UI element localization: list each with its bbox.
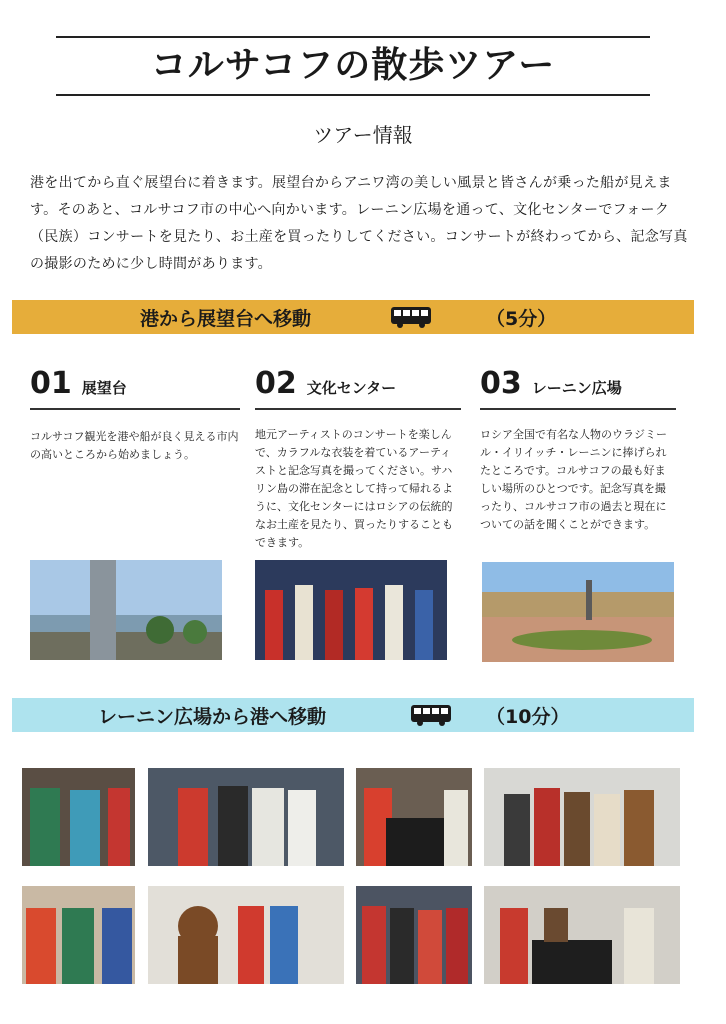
stop-name: 展望台 <box>81 379 127 397</box>
band-label: レーニン広場から港へ移動 <box>98 705 327 728</box>
title-top-rule <box>56 36 650 38</box>
lenin-square-photo <box>482 562 674 662</box>
gallery-photo <box>356 768 472 866</box>
intro-paragraph: 港を出てから直ぐ展望台に着きます。展望台からアニワ湾の美しい風景と皆さんが乗った船が見えます。そのあと、コルサコフ市の中心へ向かいます。レーニン広場を通って、文化センターでフォーク（民族）コンサートを見たり、お土産を買ったりしてください。コンサートが終わってから、記念写真の撮影のために少し時間があります。 <box>30 175 688 272</box>
gallery-photo <box>148 886 344 984</box>
stop-divider <box>30 408 240 410</box>
concert-photo <box>255 560 447 660</box>
transfer-band-square-to-port <box>12 698 694 732</box>
stop-number: 02 <box>255 366 297 401</box>
stop-divider <box>480 408 676 410</box>
gallery-photo <box>356 886 472 984</box>
gallery-photo <box>148 768 344 866</box>
gallery-photo <box>484 768 680 866</box>
band-duration: （10分） <box>486 705 570 728</box>
stop-03 <box>480 366 676 534</box>
stop-name: レーニン広場 <box>531 379 622 397</box>
stop-number: 03 <box>480 366 522 401</box>
bus-icon <box>410 704 452 726</box>
stop-description: ロシア全国で有名な人物のウラジミール・イリイッチ・レーニンに捧げられたところです。コルサコフの最も好ましい場所のひとつです。記念写真を撮ったり、コルサコフ市の過去と現在についての話を聞くことができます。 <box>480 428 667 531</box>
band-duration: （5分） <box>486 307 557 330</box>
stop-02 <box>255 366 461 552</box>
band-label: 港から展望台へ移動 <box>140 307 312 330</box>
bus-icon <box>390 306 432 328</box>
stop-description: コルサコフ観光を港や船が良く見える市内の高いところから始めましょう。 <box>30 430 239 461</box>
stop-01 <box>30 366 240 464</box>
gallery-photo <box>22 886 135 984</box>
stop-name: 文化センター <box>306 379 397 397</box>
page-title: コルサコフの散歩ツアー <box>150 45 556 86</box>
gallery-photo <box>22 768 135 866</box>
gallery-photo <box>484 886 680 984</box>
transfer-band-port-to-viewpoint <box>12 300 694 334</box>
viewpoint-photo <box>30 560 222 660</box>
title-bottom-rule <box>56 94 650 96</box>
stop-description: 地元アーティストのコンサートを楽しんで、カラフルな衣装を着ているアーティストと記念写真を撮ってください。サハリン島の滞在記念として持って帰れるように、文化センターにはロシアの伝統的なお土産を見たり、買ったりすることもできます。 <box>255 428 453 549</box>
stop-divider <box>255 408 461 410</box>
section-subtitle: ツアー情報 <box>313 123 413 147</box>
stop-number: 01 <box>30 366 72 401</box>
